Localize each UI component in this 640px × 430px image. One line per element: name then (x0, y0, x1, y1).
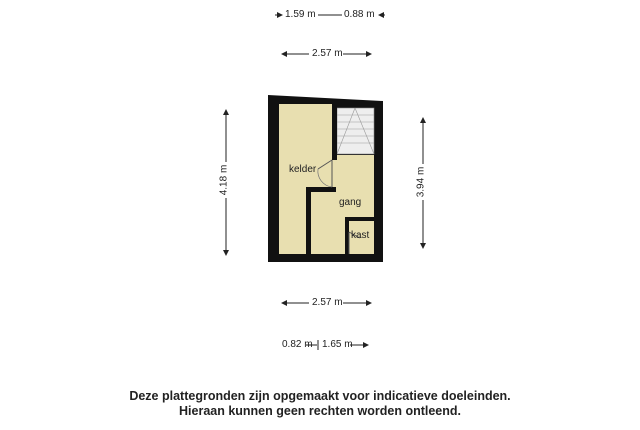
stairs (337, 108, 374, 154)
left-height-dimension: 4.18 m (218, 164, 230, 196)
disclaimer-line-1: Deze plattegronden zijn opgemaakt voor indicatieve doeleinden. (129, 389, 511, 403)
room-label-kelder: kelder (289, 164, 317, 175)
room-label-kast: kast (351, 230, 370, 241)
bottom-split-left-dimension: 0.82 m (282, 339, 313, 350)
room-label-gang: gang (339, 197, 362, 208)
bottom-width-dimension: 2.57 m (312, 297, 343, 308)
right-height-dimension: 3.94 m (415, 166, 427, 198)
top-split-right-dimension: 0.88 m (344, 9, 375, 20)
top-width-dimension: 2.57 m (312, 48, 343, 59)
disclaimer-line-2: Hieraan kunnen geen rechten worden ontleend. (179, 404, 461, 418)
top-split-left-dimension: 1.59 m (285, 9, 316, 20)
bottom-split-right-dimension: 1.65 m (322, 339, 353, 350)
